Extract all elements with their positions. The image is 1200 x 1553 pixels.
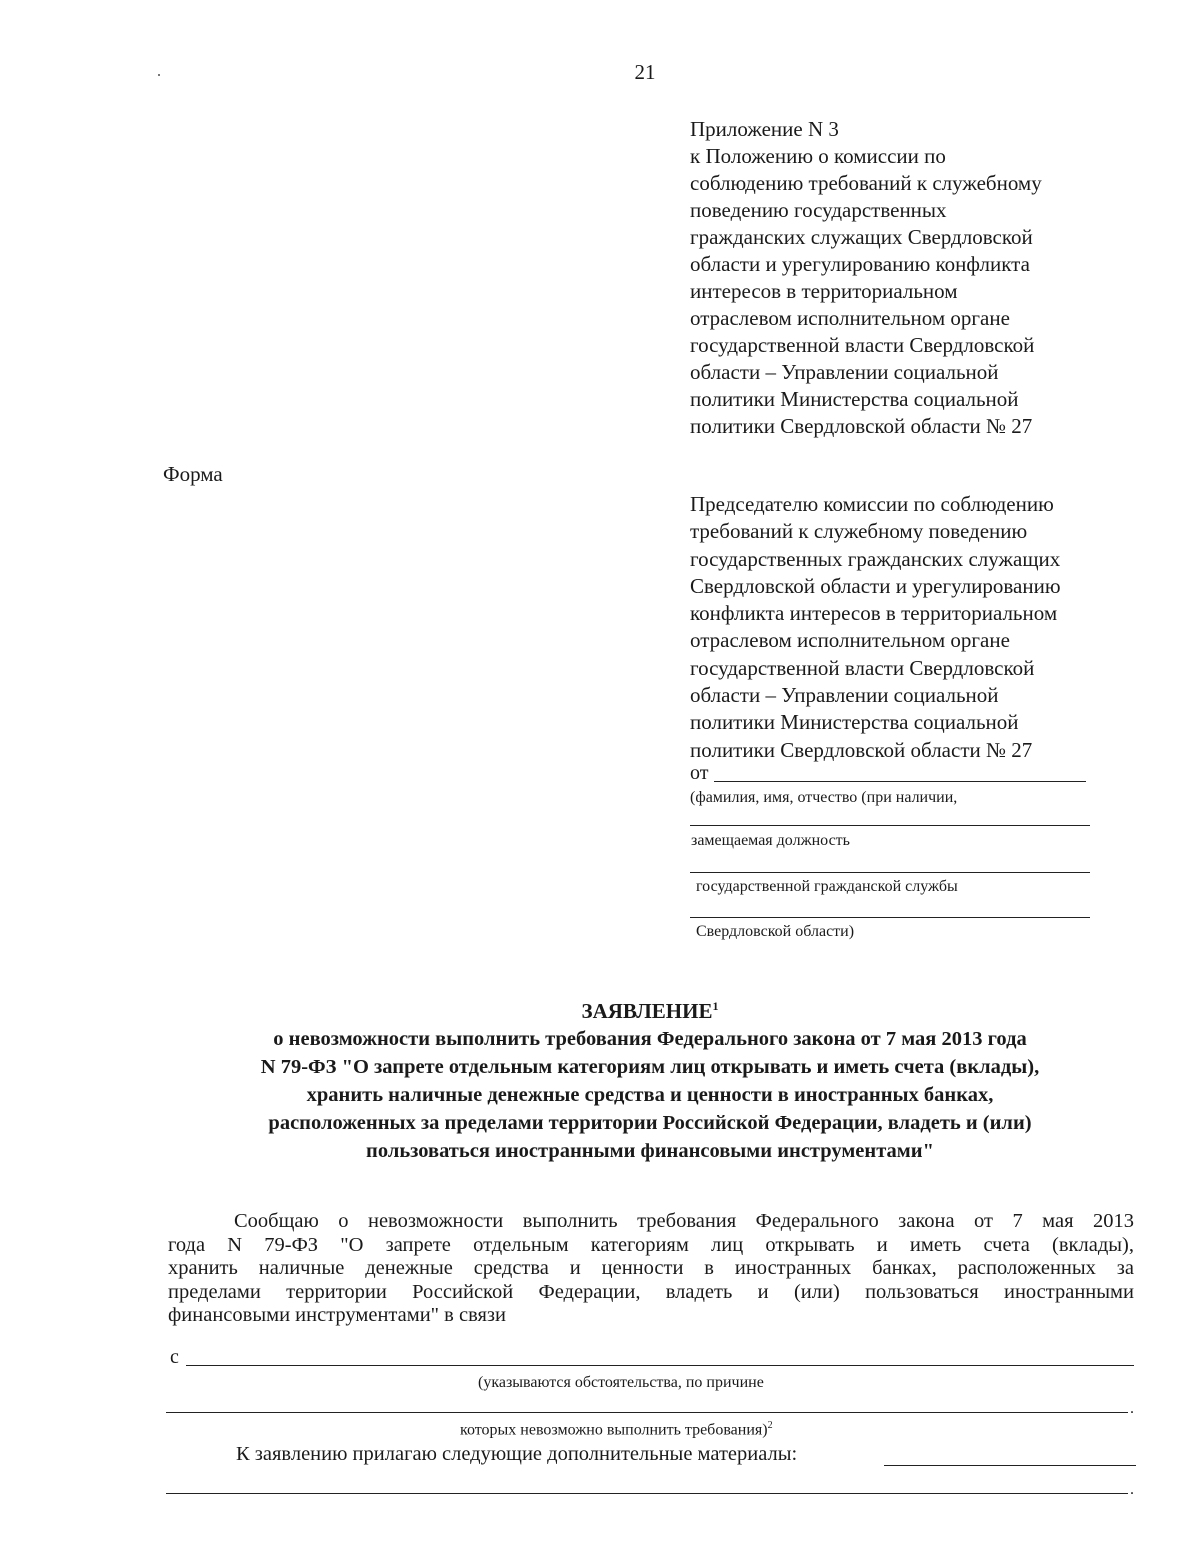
addressee-line: области – Управлении социальной — [690, 683, 999, 708]
subtitle-line: N 79-ФЗ "О запрете отдельным категориям лиц открывать и иметь счета (вклады), — [260, 1056, 1040, 1078]
appendix-line: области и урегулированию конфликта — [690, 252, 1030, 276]
from-label: от — [690, 762, 709, 784]
footnote-1-mark: 1 — [712, 999, 719, 1013]
appendix-line: области – Управлении социальной — [690, 360, 999, 384]
title-main — [160, 992, 1140, 1025]
footnote-2-mark: 2 — [767, 1420, 773, 1431]
applicant-name-field[interactable] — [714, 781, 1086, 782]
form-label: Форма — [163, 462, 223, 486]
subtitle-line: хранить наличные денежные средства и ценности в иностранных банках, — [306, 1084, 994, 1106]
hint-full-name: (фамилия, имя, отчество (при наличии, — [690, 789, 958, 806]
addressee-line: Председателю комиссии по соблюдению — [690, 492, 1054, 516]
addressee-line: Свердловской области и урегулированию — [690, 573, 1061, 598]
page-number: 21 — [634, 60, 656, 84]
appendix-line: политики Свердловской области № 27 — [690, 414, 1033, 438]
appendix-line: политики Министерства социальной — [690, 387, 1019, 411]
reason-field-2[interactable] — [166, 1412, 1128, 1413]
paragraph-line: финансовыми инструментами" в связи — [168, 1304, 506, 1326]
attachments-field[interactable] — [884, 1465, 1136, 1466]
appendix-line: отраслевом исполнительном органе — [690, 306, 1010, 330]
appendix-reference — [690, 116, 1160, 440]
paragraph-line: пределами территории Российской Федерации, владеть и (или) пользоваться иностранными — [168, 1280, 1134, 1303]
applicant-position-field-2[interactable] — [690, 917, 1090, 918]
attachments-label: К заявлению прилагаю следующие дополнительные материалы: — [236, 1443, 798, 1465]
applicant-name-field-2[interactable] — [690, 825, 1090, 826]
hint-civil-service: государственной гражданской службы — [696, 878, 958, 895]
addressee-line: государственных гражданских служащих — [690, 546, 1061, 571]
paragraph-line: Сообщаю о невозможности выполнить требования Федерального закона от 7 мая 2013 — [234, 1210, 1134, 1232]
scan-speck — [158, 74, 160, 76]
hint-position: замещаемая должность — [691, 832, 850, 849]
document-title — [160, 992, 1140, 1165]
subtitle-line: расположенных за пределами территории Российской Федерации, владеть и (или) — [268, 1112, 1032, 1134]
reason-field[interactable] — [186, 1365, 1134, 1366]
subtitle-line: пользоваться иностранными финансовыми инструментами" — [366, 1140, 934, 1162]
appendix-line: поведению государственных — [690, 198, 947, 222]
appendix-line: к Положению о комиссии по — [690, 144, 946, 168]
addressee-line: политики Свердловской области № 27 — [690, 737, 1033, 762]
appendix-line: гражданских служащих Свердловской — [690, 225, 1033, 249]
hint-requirements — [460, 1420, 773, 1439]
hint-circumstances: (указываются обстоятельства, по причине — [478, 1374, 764, 1391]
appendix-line: интересов в территориальном — [690, 279, 958, 303]
subtitle-line: о невозможности выполнить требования Федерального закона от 7 мая 2013 года — [273, 1028, 1027, 1050]
attachments-field-2[interactable] — [166, 1493, 1128, 1494]
hint-region: Свердловской области) — [696, 923, 855, 940]
addressee-line: государственной власти Свердловской — [690, 655, 1035, 680]
addressee-line: отраслевом исполнительном органе — [690, 628, 1010, 653]
addressee-line: требований к служебному поведению — [690, 519, 1028, 544]
statement-paragraph — [168, 1210, 1134, 1328]
appendix-line: государственной власти Свердловской — [690, 333, 1035, 357]
paragraph-line: хранить наличные денежные средства и ценности в иностранных банках, расположенных за — [168, 1257, 1134, 1279]
reason-prefix: с — [170, 1346, 179, 1368]
applicant-position-field[interactable] — [690, 872, 1090, 873]
line-end-dot: . — [1130, 1481, 1134, 1498]
line-end-dot: . — [1130, 1400, 1134, 1417]
title-text: ЗАЯВЛЕНИЕ — [581, 999, 713, 1023]
paragraph-line: года N 79-ФЗ "О запрете отдельным категориям лиц открывать и иметь счета (вклады), — [168, 1233, 1134, 1256]
appendix-line: Приложение N 3 — [690, 117, 839, 141]
appendix-line: соблюдению требований к служебному — [690, 171, 1042, 195]
addressee-line: конфликта интересов в территориальном — [690, 601, 1058, 626]
hint-requirements-text: которых невозможно выполнить требования) — [460, 1421, 768, 1439]
addressee-line: политики Министерства социальной — [690, 710, 1019, 735]
addressee-block — [690, 491, 1160, 764]
